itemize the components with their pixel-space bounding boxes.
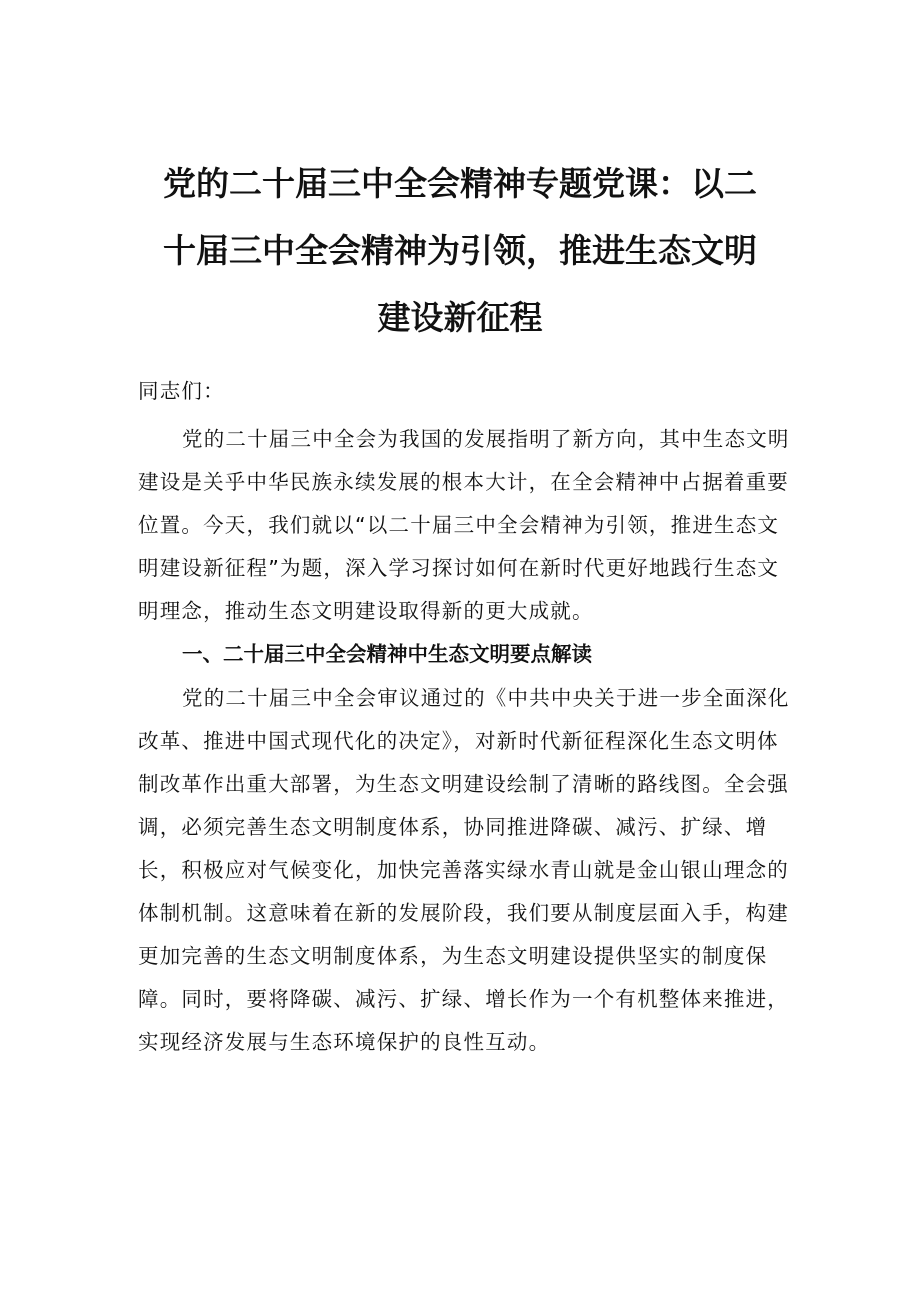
document-title — [120, 150, 800, 351]
section-paragraph-text: 党的二十届三中全会审议通过的《中共中央关于进一步全面深化改革、推进中国式现代化的决定》，对新时代新征程深化生态文明体制改革作出重大部署，为生态文明建设绘制了清晰的路线图。全会强调，必须完善生态文明制度体系，协同推进降碳、减污、扩绿、增长，积极应对气候变化，加快完善落实绿水青山就是金山银山理念的体制机制。这意味着在新的发展阶段，我们要从制度层面入手，构建更加完善的生态文明制度体系，为生态文明建设提供坚实的制度保障。同时，要将降碳、减污、扩绿、增长作为一个有机整体来推进，实现经济发展与生态环境保护的良性互动。 — [138, 686, 790, 1054]
section-paragraph — [138, 677, 798, 1064]
title-line-3: 建设新征程 — [377, 298, 543, 337]
title-line-1: 党的二十届三中全会精神专题党课：以二 — [163, 164, 757, 203]
intro-paragraph-text: 党的二十届三中全会为我国的发展指明了新方向，其中生态文明建设是关乎中华民族永续发展的根本大计，在全会精神中占据着重要位置。今天，我们就以“以二十届三中全会精神为引领，推进生态文明建设新征程”为题，深入学习探讨如何在新时代更好地践行生态文明理念，推动生态文明建设取得新的更大成就。 — [138, 427, 790, 623]
section-heading: 一、二十届三中全会精神中生态文明要点解读 — [182, 642, 592, 666]
intro-paragraph — [138, 418, 798, 633]
greeting: 同志们： — [138, 379, 225, 403]
title-line-2: 十届三中全会精神为引领，推进生态文明 — [163, 231, 757, 270]
